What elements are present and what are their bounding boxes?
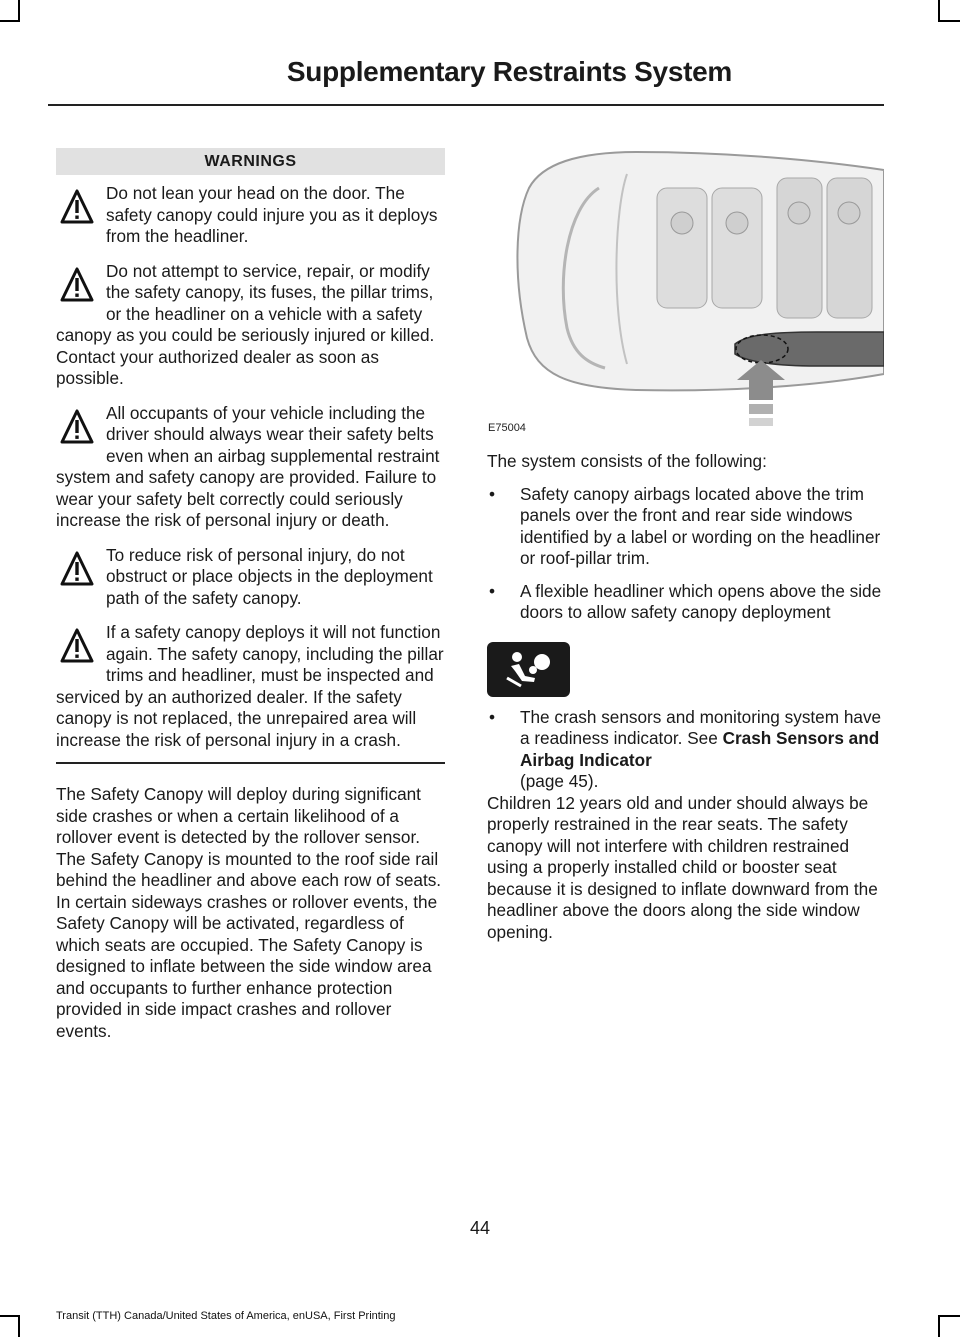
warning-item (56, 183, 445, 248)
list-item-text: The crash sensors and monitoring system have a readiness indicator. See (520, 706, 882, 748)
bullet-icon: • (489, 580, 496, 601)
body-paragraph (56, 784, 445, 1042)
warning-text: All occupants of your vehicle including the driver should always wear their safety belts even when an airbag supplemental restraint system and safety canopy are provided. Failure to wear your safety belt correctly could seriously increase the risk of personal injury or death. (56, 402, 440, 530)
bullet-icon: • (489, 483, 496, 504)
warning-text: Do not attempt to service, repair, or modify the safety canopy, its fuses, the pillar trims, or the headliner on a vehicle with a safety canopy as you could be seriously injured or killed. Contact your authorized dealer as soon as possible. (56, 260, 435, 388)
warning-text: To reduce risk of personal injury, do not obstruct or place objects in the deployment path of the safety canopy. (106, 544, 433, 608)
footer-text: Transit (TTH) Canada/United States of America, enUSA, First Printing (56, 1310, 396, 1322)
airbag-warning-icon (487, 642, 570, 697)
crash-sensors-link[interactable]: Crash Sensors and Airbag Indicator (520, 728, 880, 770)
warning-item (56, 261, 445, 390)
warning-item (56, 403, 445, 532)
warning-item (56, 622, 445, 751)
vehicle-safety-canopy-illustration (487, 148, 884, 435)
list-item-text: Safety canopy airbags located above the trim panels over the front and rear side windows identified by a label or wording on the headliner or roof-pillar trim. (520, 483, 881, 568)
crop-mark (938, 0, 940, 22)
children-paragraph: Children 12 years old and under should always be properly restrained in the rear seats. The safety canopy will not interfere with children restrained using a properly installed child or booster seat because it is designed to inflate downward from the headliner above the doors along the side window opening. (487, 792, 878, 942)
warning-text: Do not lean your head on the door. The safety canopy could injure you as it deploys from the headliner. (106, 183, 438, 246)
bullet-icon: • (489, 706, 496, 727)
title-rule (48, 104, 884, 106)
warning-text: If a safety canopy deploys it will not function again. The safety canopy, including the pillar trims and headliner, must be inspected and serviced by an authorized dealer. If the safety canopy is not replaced, the unrepaired area will increase the risk of personal injury in a crash. (56, 622, 444, 750)
safety-canopy-description: The Safety Canopy will deploy during significant side crashes or when a certain likelihood of a rollover event is detected by the rollover sensor. The Safety Canopy is mounted to the roof side rail behind the headliner and above each row of seats. In certain sideways crashes or rollover events, the Safety Canopy will be activated, regardless of which seats are occupied. The Safety Canopy is designed to inflate between the side window area and occupants to further enhance protection provided in side impact crashes and rollover events. (56, 784, 442, 1041)
warning-triangle-icon (60, 267, 94, 303)
page-title: Supplementary Restraints System (286, 56, 732, 87)
crop-mark (18, 0, 20, 22)
list-item-text: A flexible headliner which opens above the side doors to allow safety canopy deployment (520, 580, 882, 622)
page-number: 44 (469, 1218, 491, 1238)
crop-mark (938, 1315, 940, 1337)
figure-code: E75004 (488, 422, 526, 434)
warning-triangle-icon (60, 551, 94, 587)
system-components (487, 451, 882, 943)
crop-mark (940, 1315, 960, 1317)
warning-triangle-icon (60, 628, 94, 664)
crop-mark (0, 20, 20, 22)
crop-mark (18, 1315, 20, 1337)
crop-mark (940, 20, 960, 22)
section-divider (56, 762, 445, 764)
list-item (487, 707, 882, 793)
warnings-heading: WARNINGS (56, 148, 445, 175)
warning-triangle-icon (60, 189, 94, 225)
page-reference: (page 45). (520, 771, 599, 791)
warning-item (56, 545, 445, 610)
components-intro: The system consists of the following: (487, 451, 767, 471)
crop-mark (0, 1315, 20, 1317)
left-column (56, 148, 445, 1042)
list-item (487, 581, 882, 624)
list-item (487, 484, 882, 570)
warning-triangle-icon (60, 409, 94, 445)
